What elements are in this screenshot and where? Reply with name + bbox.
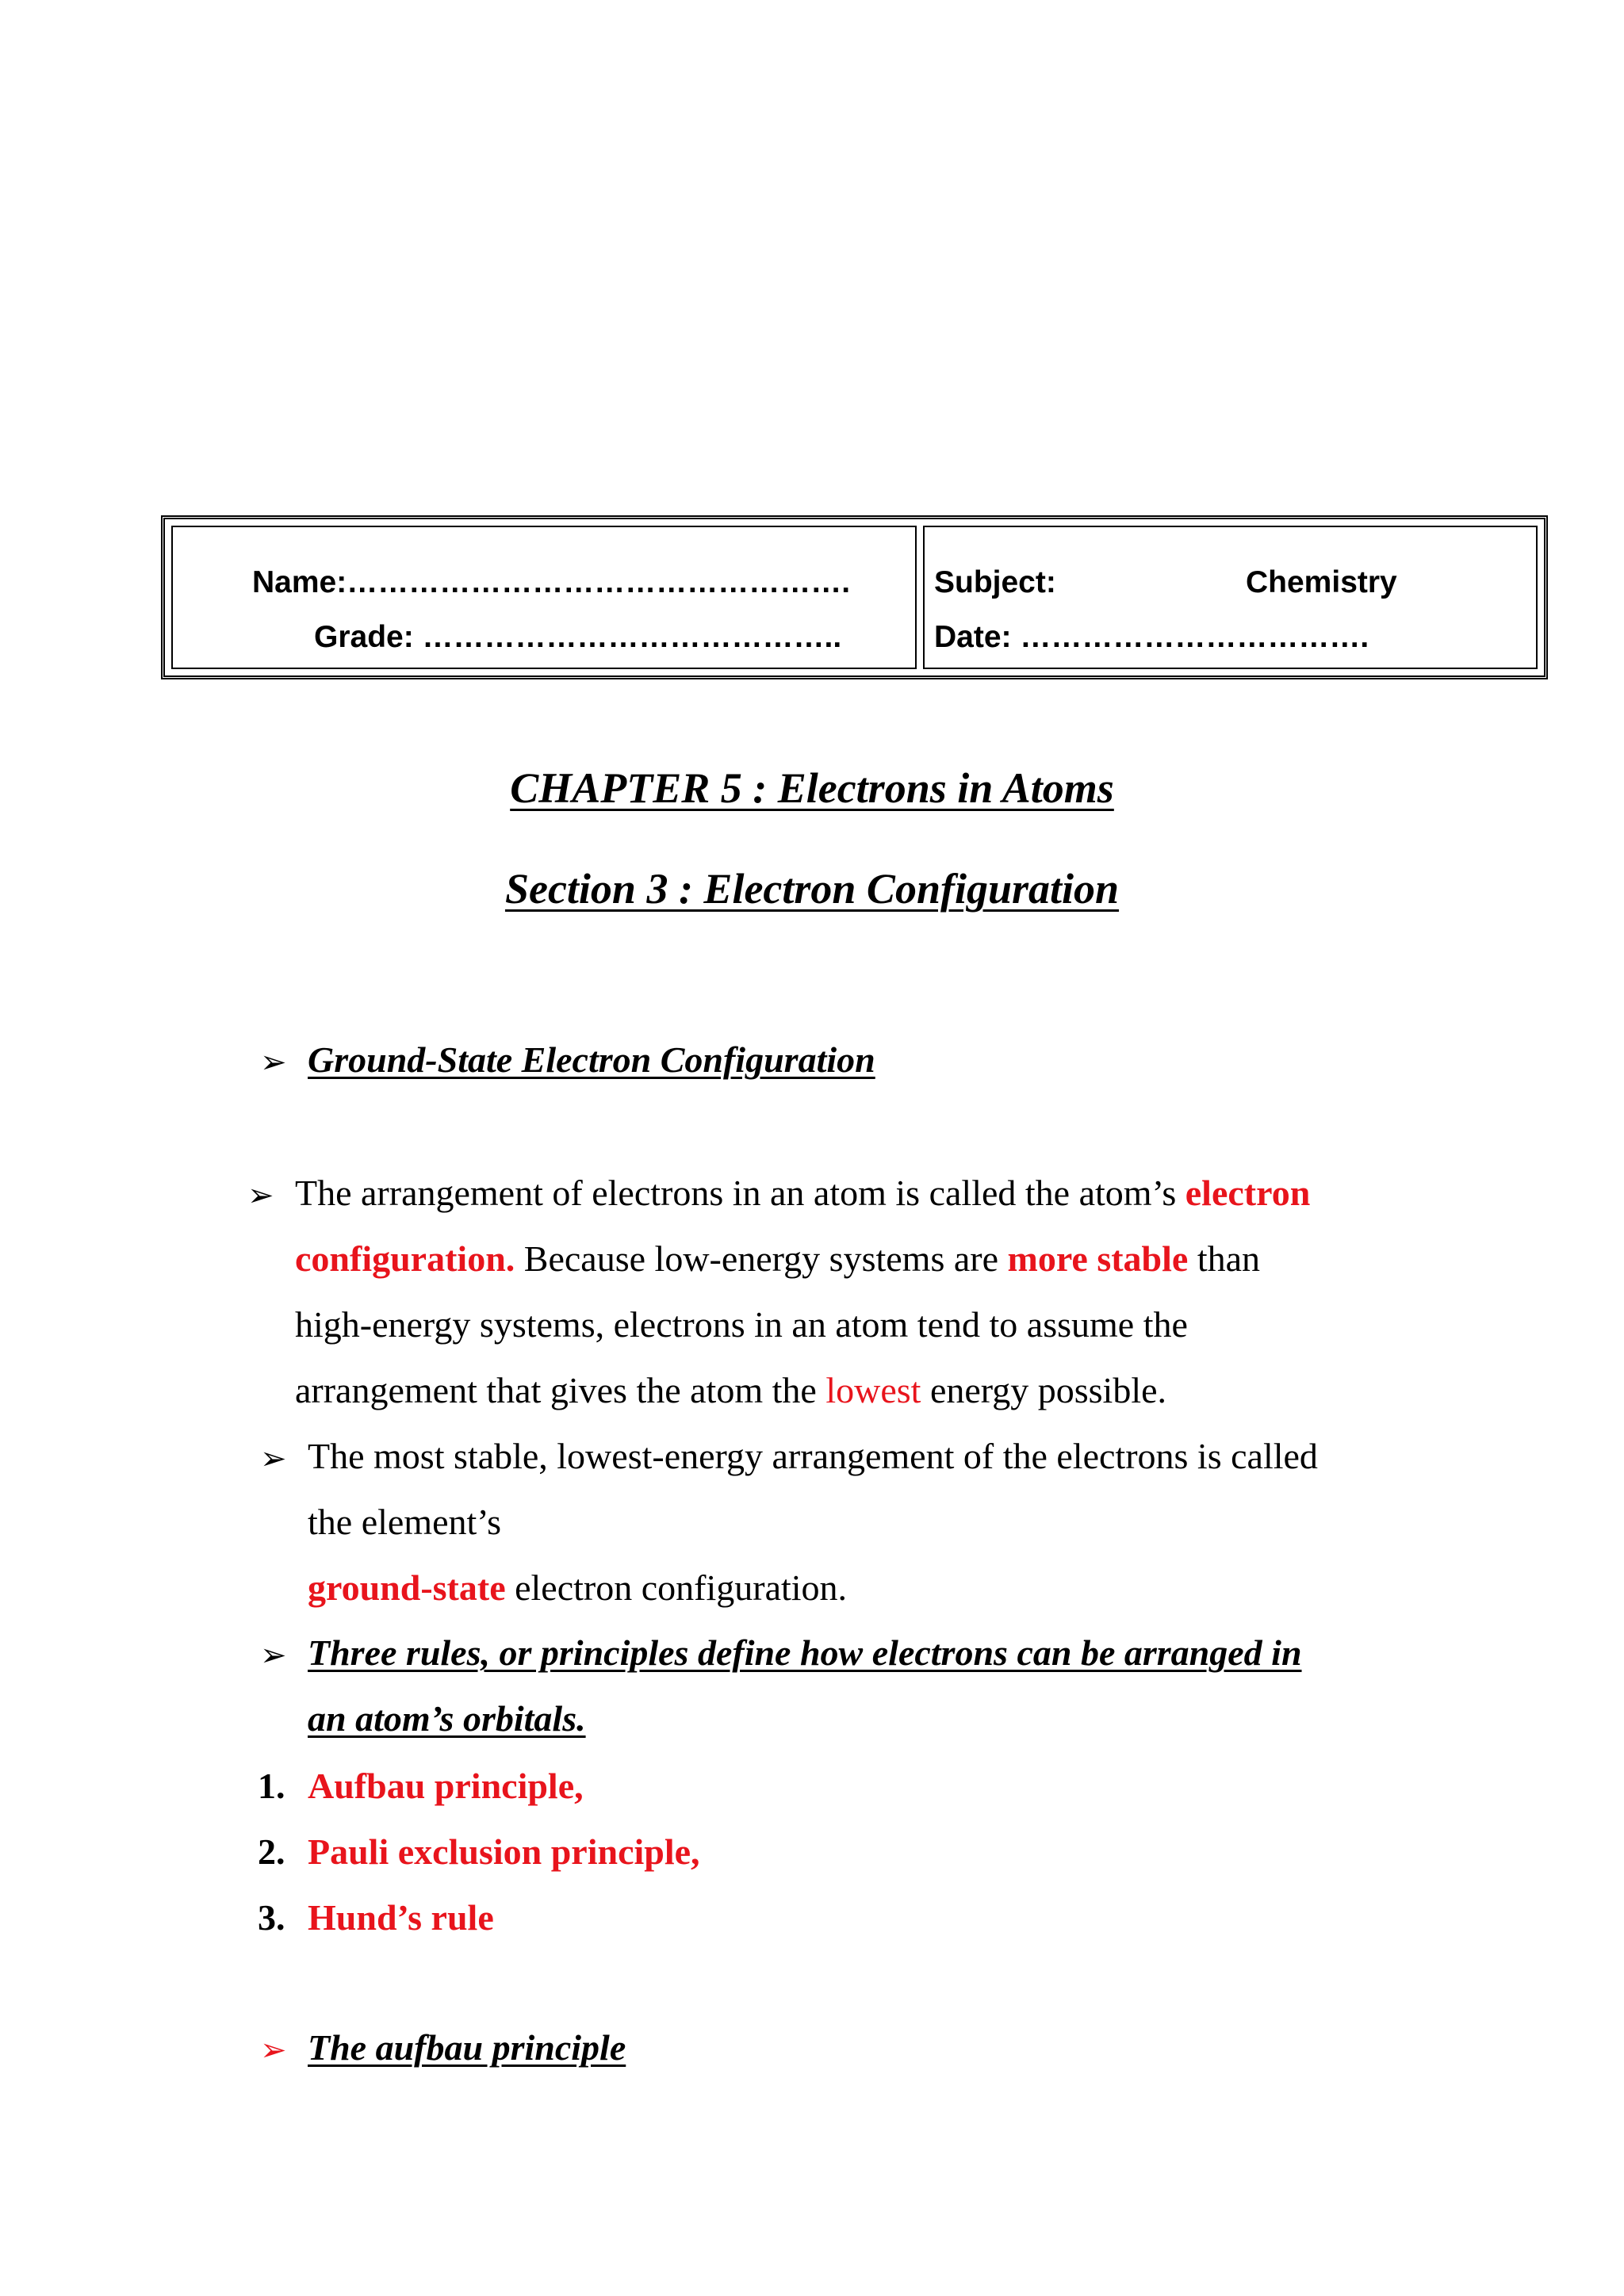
header-info-box: [161, 515, 1548, 679]
para2-line3-text: electron configuration.: [505, 1567, 848, 1608]
chapter-title: CHAPTER 5 : Electrons in Atoms: [510, 764, 1114, 812]
arrow-bullet-icon: ➢: [260, 1637, 287, 1674]
list-number: 3.: [258, 1897, 285, 1938]
list-number: 1.: [258, 1766, 285, 1806]
para2-line2: the element’s: [308, 1502, 501, 1542]
para1-line3: high-energy systems, electrons in an atom tend to assume the: [295, 1304, 1188, 1345]
para1-line4-end: energy possible.: [921, 1370, 1167, 1410]
header-inner: [171, 526, 1538, 669]
para3-line2: an atom’s orbitals.: [308, 1698, 586, 1739]
arrow-bullet-icon: ➢: [247, 1177, 274, 1214]
para1-line2: [295, 1238, 1260, 1280]
header-left-cell: [171, 526, 917, 669]
para1-line1-text: The arrangement of electrons in an atom is called the atom’s: [295, 1173, 1185, 1213]
para1-line4-text: arrangement that gives the atom the: [295, 1370, 826, 1410]
arrow-bullet-icon: ➢: [260, 2032, 287, 2068]
term-electron: electron: [1185, 1173, 1311, 1213]
para1-line2-text: Because low-energy systems are: [515, 1238, 1008, 1279]
grade-field: Grade: …………………………………..: [314, 620, 842, 654]
term-lowest: lowest: [825, 1370, 921, 1410]
subject-label: Subject:: [934, 565, 1056, 599]
para1-line2-end: than: [1188, 1238, 1261, 1279]
date-field: Date: …………………………….: [934, 620, 1369, 654]
section-title: Section 3 : Electron Configuration: [504, 865, 1120, 913]
list-item-aufbau: Aufbau principle,: [308, 1766, 584, 1806]
term-ground-state: ground-state: [308, 1567, 506, 1608]
para1-line1: [295, 1172, 1310, 1214]
para1-line4: [295, 1369, 1166, 1411]
header-right-cell: [923, 526, 1538, 669]
ground-state-heading: Ground-State Electron Configuration: [308, 1039, 875, 1080]
aufbau-heading: The aufbau principle: [308, 2027, 626, 2068]
arrow-bullet-icon: ➢: [260, 1441, 287, 1477]
subject-value: Chemistry: [1246, 565, 1397, 599]
term-more-stable: more stable: [1007, 1238, 1189, 1279]
para2-line1: The most stable, lowest-energy arrangement of the electrons is called: [308, 1436, 1318, 1476]
para3-line1: Three rules, or principles define how electrons can be arranged in: [308, 1632, 1302, 1673]
name-field: Name:………………………………………….: [252, 565, 851, 599]
term-configuration: configuration.: [295, 1238, 515, 1279]
list-number: 2.: [258, 1831, 285, 1872]
para2-line3: [308, 1567, 847, 1609]
list-item-hund: Hund’s rule: [308, 1897, 494, 1938]
list-item-pauli: Pauli exclusion principle,: [308, 1831, 700, 1872]
arrow-bullet-icon: ➢: [260, 1044, 287, 1081]
